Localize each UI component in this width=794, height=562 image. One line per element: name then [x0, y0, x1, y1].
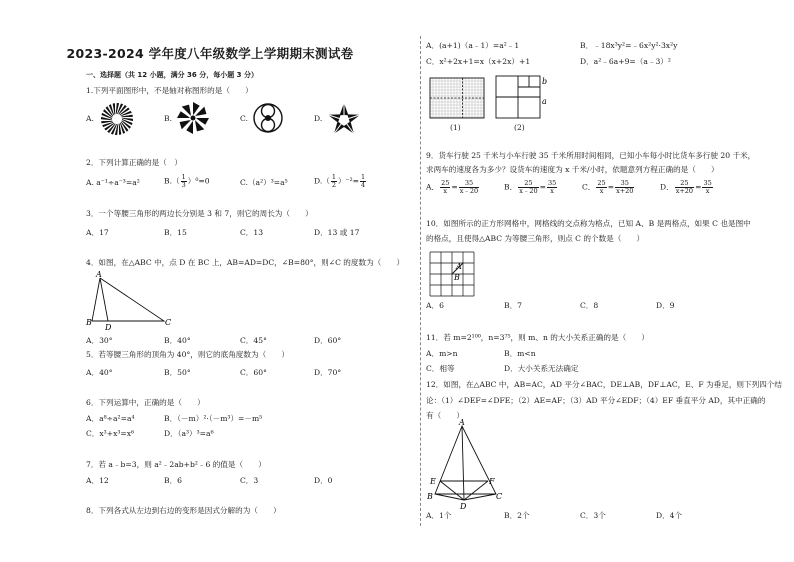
q9-d-d1: x+20	[675, 187, 694, 195]
q9-a-d1: x	[443, 187, 448, 195]
sunburst-figure	[100, 102, 134, 136]
q2-b-prefix: B.（	[164, 176, 180, 186]
q2-d-num2: 1	[360, 173, 366, 181]
q2-stem: 2．下列计算正确的是（ ）	[86, 158, 182, 167]
q5-option-d[interactable]: D．70°	[314, 368, 342, 377]
q12-label-c: C	[496, 492, 503, 501]
q9-b-d1: x﹣20	[519, 187, 538, 195]
q10-option-a[interactable]: A．6	[426, 301, 444, 310]
section-heading: 一、选择题（共 12 小题，满分 36 分，每小题 3 分）	[86, 71, 258, 79]
q7-option-b[interactable]: B．6	[164, 476, 183, 485]
q5-option-b[interactable]: B．50°	[164, 368, 191, 377]
area-figure-1	[428, 76, 486, 120]
q3-option-a[interactable]: A．17	[86, 228, 109, 237]
q7-option-c[interactable]: C．3	[240, 476, 259, 485]
q9-c-prefix: C．	[582, 182, 596, 192]
q12-option-c[interactable]: C．3个	[580, 511, 606, 520]
q10-grid-figure	[428, 250, 478, 300]
q9-c-frac1	[596, 180, 606, 195]
q9-b-n2: 35	[548, 179, 557, 187]
q3-option-c[interactable]: C．13	[240, 228, 264, 237]
q10-label-a: A	[456, 262, 462, 271]
q8-stem: 8．下列各式从左边到右边的变形是因式分解的为（ ）	[86, 506, 281, 515]
q2-d-prefix: D.（	[314, 176, 330, 186]
q2-b-num: 1	[181, 173, 186, 181]
q2-b-suffix: ）⁰=0	[187, 176, 210, 186]
q4-label-a: A	[96, 270, 102, 279]
fig2-label-b: b	[542, 77, 548, 86]
q9-option-b[interactable]	[504, 180, 558, 195]
column-divider	[420, 36, 421, 526]
q2-d-num: 1	[331, 173, 336, 181]
q9-c-n1: 25	[597, 179, 606, 187]
q9-a-frac1	[440, 180, 450, 195]
q3-option-b[interactable]: B．15	[164, 228, 187, 237]
q12-option-a[interactable]: A．1个	[426, 511, 452, 520]
q4-option-b[interactable]: B．40°	[164, 336, 191, 345]
q1-stem: 1.下列平面图形中，不是轴对称图形的是（ ）	[86, 86, 253, 95]
q12-label-f: F	[489, 477, 495, 486]
q2-d-fraction2	[360, 174, 366, 189]
q2-d-mid: ）⁻²=	[337, 176, 359, 186]
q1-option-a[interactable]: A.	[86, 114, 94, 123]
q6-option-d[interactable]: D．（a³）³=a⁶	[164, 429, 214, 438]
q4-triangle-figure	[86, 270, 176, 332]
q9-b-n1: 25	[518, 180, 538, 188]
q12-stem-line1: 12．如图，在△ABC 中，AB=AC，AD 平分∠BAC，DE⊥AB，DF⊥AC，E、F 为垂足，则下列四个结	[426, 380, 782, 389]
q8-option-d[interactable]: D．a²﹣6a+9=（a﹣3）²	[580, 57, 671, 66]
q12-stem-line3: 有（ ）	[426, 411, 464, 420]
q9-d-eq: =	[695, 182, 702, 192]
q5-stem: 5．若等腰三角形的顶角为 40°，则它的底角度数为（ ）	[86, 350, 289, 359]
circles-figure	[252, 99, 284, 137]
q11-option-b[interactable]: B．m<n	[504, 349, 536, 358]
q10-option-d[interactable]: D．9	[656, 301, 675, 310]
q9-d-n2: 35	[703, 179, 712, 187]
q3-stem: 3．一个等腰三角形的两边长分别是 3 和 7，则它的周长为（ ）	[86, 209, 313, 218]
q9-a-frac2	[459, 180, 479, 195]
q9-c-frac2	[615, 180, 634, 195]
q7-option-a[interactable]: A．12	[86, 476, 109, 485]
q8-option-c[interactable]: C．x²+2x+1=x（x+2x）+1	[426, 57, 531, 66]
right-column	[424, 0, 794, 562]
q2-d-fraction	[331, 174, 337, 189]
q2-option-d[interactable]	[314, 174, 367, 189]
q9-stem-line1: 9．货车行驶 25 千米与小车行驶 35 千米所用时间相同，已知小车每小时比货车多行驶 20 千米，	[426, 151, 756, 160]
figure-2-caption: (2)	[514, 123, 525, 132]
q12-stem-line2: 论：（1）∠DEF=∠DFE；（2）AE=AF；（3）AD 平分∠EDF；（4）EF 垂直平分 AD，其中正确的	[426, 396, 766, 405]
q12-option-d[interactable]: D．4个	[656, 511, 683, 520]
q10-label-b: B	[454, 273, 460, 282]
q5-option-a[interactable]: A．40°	[86, 368, 113, 377]
q9-d-n1: 25	[675, 180, 694, 188]
q11-option-c[interactable]: C．相等	[426, 364, 455, 373]
q12-option-b[interactable]: B．2个	[504, 511, 530, 520]
fig2-label-a: a	[542, 97, 547, 106]
q9-a-n1: 25	[441, 179, 450, 187]
q4-stem: 4．如图，在△ABC 中，点 D 在 BC 上，AB=AD=DC，∠B=80°，则∠C 的度数为（ ）	[86, 258, 405, 267]
q4-option-d[interactable]: D．60°	[314, 336, 342, 345]
q9-b-prefix: B．	[504, 182, 518, 192]
q9-c-d1: x	[599, 187, 604, 195]
q1-option-b[interactable]: B.	[164, 114, 172, 123]
q4-label-d: D	[105, 323, 112, 332]
q2-d-den2: 4	[360, 181, 366, 189]
pinwheel-figure	[176, 101, 210, 135]
q9-b-frac2	[547, 180, 557, 195]
page-title: 2023-2024 学年度八年级数学上学期期末测试卷	[66, 46, 354, 61]
q12-label-d: D	[460, 502, 467, 511]
q9-b-frac1	[518, 180, 538, 195]
q9-d-frac1	[675, 180, 694, 195]
q9-d-frac2	[702, 180, 712, 195]
q4-option-c[interactable]: C．45°	[240, 336, 267, 345]
q4-label-b: B	[86, 318, 92, 327]
q9-c-n2: 35	[615, 180, 634, 188]
q12-label-b: B	[427, 492, 433, 501]
q9-option-d[interactable]	[660, 180, 714, 195]
area-figure-2	[494, 74, 550, 120]
q6-option-c[interactable]: C．x³+x³=x⁶	[86, 429, 135, 438]
q10-stem-line2: 的格点，且使得△ABC 为等腰三角形，则点 C 的个数是（ ）	[426, 234, 645, 243]
q11-stem: 11．若 m=2¹⁰⁰，n=3⁷⁵，则 m、n 的大小关系正确的是（ ）	[426, 333, 649, 342]
q9-b-d2: x	[550, 187, 554, 195]
q10-option-c[interactable]: C．8	[580, 301, 599, 310]
q9-c-d2: x+20	[616, 187, 634, 195]
q9-stem-line2: 求两车的速度各为多少？设货车的速度为 x 千米/小时，依题意列方程正确的是（ ）	[426, 165, 719, 174]
q10-option-b[interactable]: B．7	[504, 301, 523, 310]
q9-a-d2: x﹣20	[459, 187, 479, 195]
q4-label-c: C	[165, 318, 172, 327]
q9-a-n2: 35	[459, 180, 479, 188]
q9-d-d2: x	[705, 187, 710, 195]
q2-d-den: 2	[331, 181, 336, 189]
q2-option-b[interactable]	[164, 174, 210, 189]
q11-option-d[interactable]: D．大小关系无法确定	[504, 364, 579, 373]
q2-option-c[interactable]: C.（a²）³=a⁵	[240, 178, 288, 187]
q12-label-a: A	[459, 418, 465, 427]
q9-b-eq: =	[539, 182, 546, 192]
q2-option-a[interactable]: A. a⁻¹÷a⁻³=a²	[86, 178, 140, 187]
q9-option-c[interactable]	[582, 180, 635, 195]
q1-option-c[interactable]: C.	[240, 114, 248, 123]
q9-a-prefix: A．	[426, 182, 440, 192]
q9-d-prefix: D．	[660, 182, 674, 192]
q9-option-a[interactable]	[426, 180, 480, 195]
q10-stem-line1: 10．如图所示的正方形网格中，网格线的交点称为格点，已知 A、B 是两格点，如果 C 也是图中	[426, 219, 751, 228]
q2-b-den: 3	[181, 181, 186, 189]
q7-stem: 7．若 a﹣b=3，则 a²﹣2ab+b²﹣6 的值是（ ）	[86, 460, 266, 469]
q12-label-e: E	[430, 477, 436, 486]
figure-1-caption: (1)	[450, 123, 461, 132]
q8-option-b[interactable]: B．﹣18x³y²=﹣6x²y²·3x²y	[580, 41, 678, 50]
q12-triangle-figure	[426, 420, 506, 510]
q8-option-a[interactable]: A．(a+1)（a﹣1）=a²﹣1	[426, 41, 520, 50]
q4-option-a[interactable]: A．30°	[86, 336, 113, 345]
q5-option-c[interactable]: C．60°	[240, 368, 267, 377]
q7-option-d[interactable]: D．0	[314, 476, 333, 485]
q6-option-a[interactable]: A．a⁸÷a²=a⁴	[86, 414, 135, 423]
q3-option-d[interactable]: D．13 或 17	[314, 228, 360, 237]
q1-option-d[interactable]: D.	[314, 114, 323, 123]
q9-a-eq: =	[451, 182, 458, 192]
q9-c-eq: =	[607, 182, 615, 192]
q6-option-b[interactable]: B．（－m）²·（－m³）=－m⁵	[164, 414, 263, 423]
q6-stem: 6．下列运算中，正确的是（ ）	[86, 398, 205, 407]
q11-option-a[interactable]: A．m>n	[426, 349, 458, 358]
q2-b-fraction	[181, 174, 187, 189]
pentagon-star-figure	[326, 101, 362, 137]
